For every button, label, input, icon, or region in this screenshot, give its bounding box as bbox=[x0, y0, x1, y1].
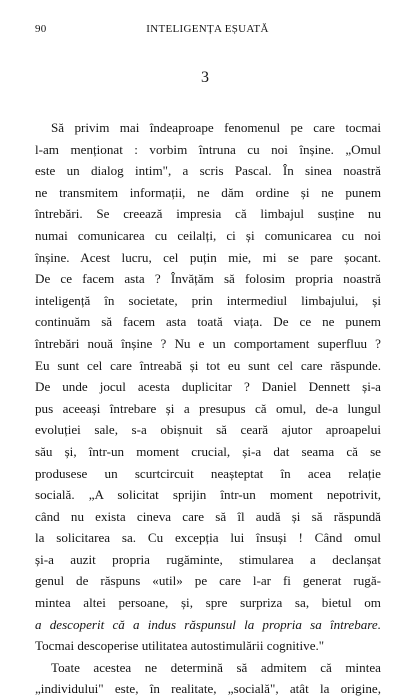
text-line: este un dialog intim", a scris Pascal. În sinea noastră bbox=[35, 163, 381, 179]
text-line: De unde jocul acesta duplicitar ? Daniel Dennett și-a bbox=[35, 379, 381, 395]
text-line: întrebări. Se creează impresia că limbajul susține nu bbox=[35, 206, 381, 222]
text-line: continuăm să facem asta toată viața. De ce ne punem bbox=[35, 314, 381, 330]
text-line: la solicitarea sa. Cu excepția lui însuși ! Când omul bbox=[35, 530, 381, 546]
text-line: l-am menționat : vorbim întruna cu noi înșine. „Omul bbox=[35, 141, 381, 157]
text-line: socială. „A solicitat sprijin într-un moment nepotrivit, bbox=[35, 487, 381, 503]
text-line: pus aceeași întrebare și a presupus că omul, de-a lungul bbox=[35, 400, 381, 416]
text-line: întrebări nouă înșine ? Nu e un comportament superfluu ? bbox=[35, 335, 381, 351]
text-line: Tocmai descoperise utilitatea autostimulării cognitive." bbox=[35, 638, 325, 654]
text-line: inteligență în societate, prin intermediul limbajului, și bbox=[35, 292, 381, 308]
text-line: Să privim mai îndeaproape fenomenul pe care tocmai bbox=[51, 120, 381, 135]
text-line: și-a auzit propria rugăminte, stimularea a declanșat bbox=[35, 551, 381, 567]
text-line: înșine. Acest lucru, cel puțin mie, mi se pare șocant. bbox=[35, 249, 381, 265]
running-head bbox=[35, 23, 380, 37]
text-line: a descoperit că a indus răspunsul la propria sa întrebare. bbox=[35, 616, 381, 632]
text-line: Toate acestea ne determină să admitem că mintea bbox=[51, 659, 381, 675]
body-text bbox=[35, 117, 381, 700]
text-line: mintea altei persoane, și, spre surpriza sa, bietul om bbox=[35, 595, 381, 611]
text-line: evoluției sale, s-a obișnuit să ceară ajutor aproapelui bbox=[35, 422, 381, 438]
running-title: INTELIGENȚA EȘUATĂ bbox=[146, 23, 269, 35]
text-line: ne transmitem informații, ne dăm ordine și ne punem bbox=[35, 184, 381, 200]
text-line: său și, într-un moment crucial, și-a dat seama că se bbox=[35, 443, 381, 459]
text-line: De ce facem asta ? Învățăm să folosim propria noastră bbox=[35, 271, 381, 287]
chapter-number: 3 bbox=[201, 69, 209, 86]
page-number: 90 bbox=[35, 23, 47, 35]
text-line: Eu sunt cel care întreabă și tot eu sunt cel care răspunde. bbox=[35, 357, 381, 373]
text-line: produsese un scurtcircuit neașteptat în acea relație bbox=[35, 465, 381, 481]
text-line: genul de răspuns «util» pe care l-ar fi generat rugă- bbox=[35, 573, 381, 589]
text-line: numai comunicarea cu ceilalți, ci și comunicarea cu noi bbox=[35, 227, 381, 243]
text-line: când nu exista cineva care să îl audă și să răspundă bbox=[35, 508, 381, 524]
text-line: „individului" este, în realitate, „socială", atât la origine, bbox=[35, 681, 381, 697]
